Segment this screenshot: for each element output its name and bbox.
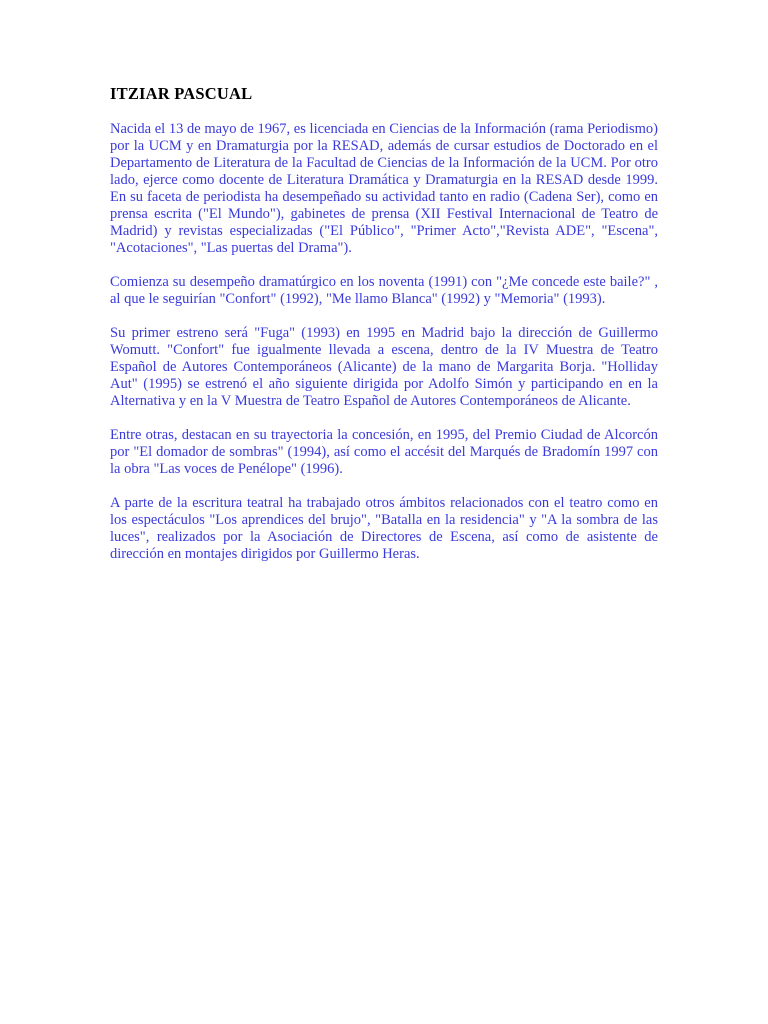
paragraph-other-work: A parte de la escritura teatral ha trabajado otros ámbitos relacionados con el teatro como en los espectáculos "Los aprendices del brujo", "Batalla en la residencia" y "A la sombra de las luces", realizados por la Asociación de Directores de Escena, así como de asistente de dirección en montajes dirigidos por Guillermo Heras. (110, 495, 658, 562)
paragraph-awards: Entre otras, destacan en su trayectoria la concesión, en 1995, del Premio Ciudad de Alcorcón por "El domador de sombras" (1994), así como el accésit del Marqués de Bradomín 1997 con la obra "Las voces de Penélope" (1996). (110, 427, 658, 477)
document-title: ITZIAR PASCUAL (110, 84, 253, 103)
paragraph-dramaturgy-start: Comienza su desempeño dramatúrgico en los noventa (1991) con "¿Me concede este baile?" , al que le seguirían "Confort" (1992), "Me llamo Blanca" (1992) y "Memoria" (1993). (110, 274, 658, 307)
document-page (110, 84, 658, 580)
paragraph-biography: Nacida el 13 de mayo de 1967, es licenciada en Ciencias de la Información (rama Periodismo) por la UCM y en Dramaturgia por la RESAD, además de cursar estudios de Doctorado en el Departamento de Literatura de la Facultad de Ciencias de la Información de la UCM. Por otro lado, ejerce como docente de Literatura Dramática y Dramaturgia en la RESAD desde 1999. En su faceta de periodista ha desempeñado su actividad tanto en radio (Cadena Ser), como en prensa escrita ("El Mundo"), gabinetes de prensa (XII Festival Internacional de Teatro de Madrid) y revistas especializadas ("El Público", "Primer Acto","Revista ADE", "Escena", "Acotaciones", "Las puertas del Drama"). (110, 121, 658, 256)
paragraph-premieres: Su primer estreno será "Fuga" (1993) en 1995 en Madrid bajo la dirección de Guillermo Womutt. "Confort" fue igualmente llevada a escena, dentro de la IV Muestra de Teatro Español de Autores Contemporáneos (Alicante) de la mano de Margarita Borja. "Holliday Aut" (1995) se estrenó el año siguiente dirigida por Adolfo Simón y participando en en la Alternativa y en la V Muestra de Teatro Español de Autores Contemporáneos de Alicante. (110, 325, 658, 409)
